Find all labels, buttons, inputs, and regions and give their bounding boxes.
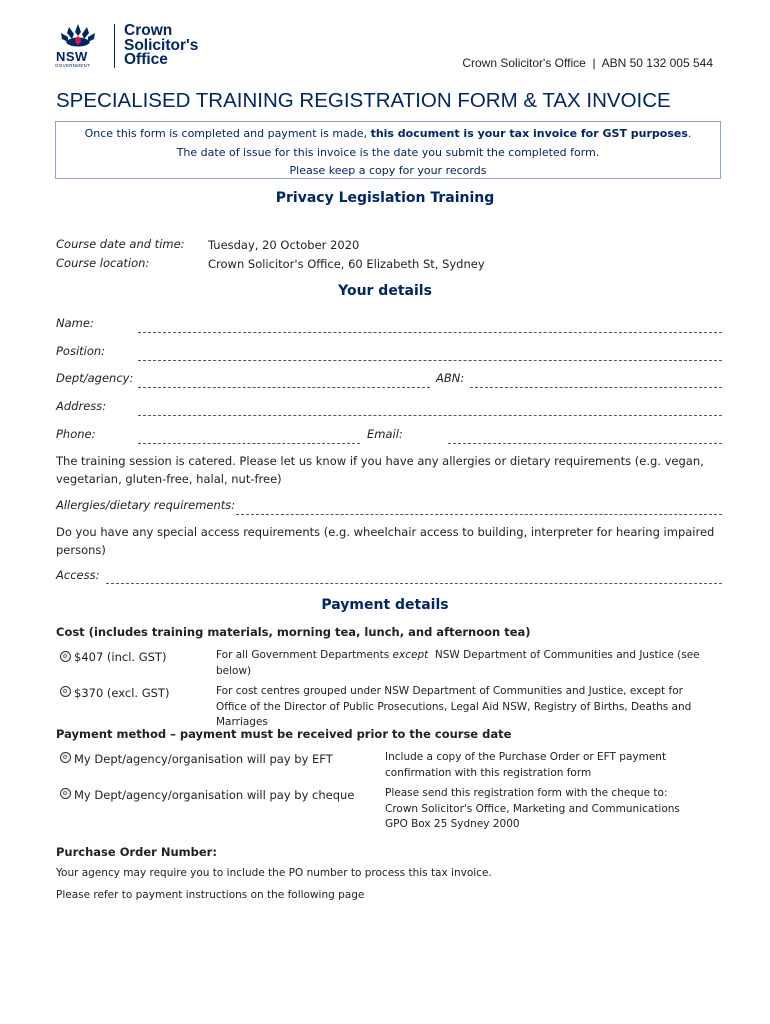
- course-date-label: Course date and time:: [56, 237, 185, 251]
- tax-invoice-notice: [55, 121, 721, 179]
- name-label: Name:: [56, 316, 94, 330]
- notice-line-1-suffix: .: [687, 127, 692, 140]
- name-field[interactable]: [138, 332, 722, 333]
- payment-instructions-note: Please refer to payment instructions on the following page: [56, 889, 365, 901]
- price-407-radio[interactable]: [60, 651, 71, 662]
- cheque-instructions-line-2: Crown Solicitor's Office, Marketing and Communications: [385, 802, 680, 815]
- pay-by-cheque-label: My Dept/agency/organisation will pay by cheque: [74, 788, 355, 802]
- purchase-order-note: Your agency may require you to include the PO number to process this tax invoice.: [56, 867, 492, 879]
- access-label: Access:: [56, 568, 100, 582]
- course-heading: Privacy Legislation Training: [275, 190, 495, 206]
- logo-line-1: Crown: [124, 22, 173, 39]
- eft-instructions-line-2: confirmation with this registration form: [385, 766, 592, 779]
- logo-line-2: Solicitor's: [124, 36, 199, 54]
- notice-line-2: The date of issue for this invoice is the date you submit the completed form.: [176, 145, 600, 159]
- price-370-label: $370 (excl. GST): [74, 686, 170, 700]
- eft-instructions: [385, 750, 705, 781]
- government-wordmark: GOVERNMENT: [55, 63, 91, 68]
- pay-by-eft-label: My Dept/agency/organisation will pay by EFT: [74, 752, 333, 766]
- course-date-value: Tuesday, 20 October 2020: [208, 238, 360, 252]
- crown-solicitors-office-wordmark: [114, 24, 234, 68]
- your-details-heading: Your details: [338, 283, 432, 299]
- nsw-waratah-logo: [52, 22, 104, 70]
- pay-by-cheque-radio[interactable]: [60, 788, 71, 799]
- phone-field[interactable]: [138, 443, 360, 444]
- position-label: Position:: [56, 344, 106, 358]
- abn-label: ABN:: [436, 371, 465, 385]
- page-title: SPECIALISED TRAINING REGISTRATION FORM & TAX INVOICE: [56, 89, 671, 112]
- address-field[interactable]: [138, 415, 722, 416]
- price-407-desc-prefix: For all Government Departments: [216, 649, 393, 661]
- eft-instructions-line-1: Include a copy of the Purchase Order or EFT payment: [385, 751, 667, 763]
- abn-field[interactable]: [470, 387, 722, 388]
- purchase-order-label: Purchase Order Number:: [56, 845, 217, 859]
- payment-details-heading: Payment details: [321, 597, 449, 613]
- dept-agency-label: Dept/agency:: [56, 371, 134, 385]
- payment-method-heading: Payment method – payment must be received prior to the course date: [56, 727, 512, 741]
- cost-heading: Cost (includes training materials, morning tea, lunch, and afternoon tea): [56, 625, 531, 639]
- price-407-label: $407 (incl. GST): [74, 650, 167, 664]
- allergies-label: Allergies/dietary requirements:: [56, 498, 236, 512]
- price-407-desc-except: except: [392, 649, 429, 661]
- notice-line-1: [56, 125, 720, 144]
- price-370-radio[interactable]: [60, 686, 71, 697]
- notice-line-1-bold: this document is your tax invoice for GST purposes: [370, 127, 688, 140]
- pay-by-eft-radio[interactable]: [60, 752, 71, 763]
- catering-text: The training session is catered. Please let us know if you have any allergies or dietary requirements (e.g. vegan, vegetarian, gluten-free, halal, nut-free): [56, 454, 704, 486]
- allergies-field[interactable]: [236, 514, 722, 515]
- position-field[interactable]: [138, 360, 722, 361]
- course-location-value: Crown Solicitor's Office, 60 Elizabeth St, Sydney: [208, 257, 485, 271]
- special-access-text: Do you have any special access requirements (e.g. wheelchair access to building, interpreter for hearing impaired persons): [56, 525, 715, 557]
- price-407-description: [216, 648, 716, 679]
- logo-line-3: Office: [124, 51, 168, 68]
- price-407-desc-suffix: NSW Department of Communities and Justice (see below): [216, 649, 703, 677]
- office-abn-info: Crown Solicitor's Office | ABN 50 132 005 544: [462, 56, 713, 70]
- course-location-label: Course location:: [56, 256, 150, 270]
- price-370-description: For cost centres grouped under NSW Department of Communities and Justice, except for Office of the Director of Public Prosecutions, Legal Aid NSW, Registry of Births, Deaths and Marriages: [216, 685, 692, 728]
- phone-label: Phone:: [56, 427, 96, 441]
- nsw-wordmark: NSW: [56, 49, 88, 64]
- access-field[interactable]: [106, 583, 722, 584]
- notice-line-1-prefix: Once this form is completed and payment is made,: [84, 127, 371, 140]
- cheque-instructions-line-1: Please send this registration form with the cheque to:: [385, 787, 668, 799]
- dept-agency-field[interactable]: [138, 387, 430, 388]
- email-field[interactable]: [448, 443, 722, 444]
- cheque-instructions-line-3: GPO Box 25 Sydney 2000: [385, 818, 520, 830]
- notice-line-3: Please keep a copy for your records: [289, 164, 487, 177]
- cheque-instructions: [385, 786, 705, 833]
- address-label: Address:: [56, 399, 107, 413]
- email-label: Email:: [367, 427, 403, 441]
